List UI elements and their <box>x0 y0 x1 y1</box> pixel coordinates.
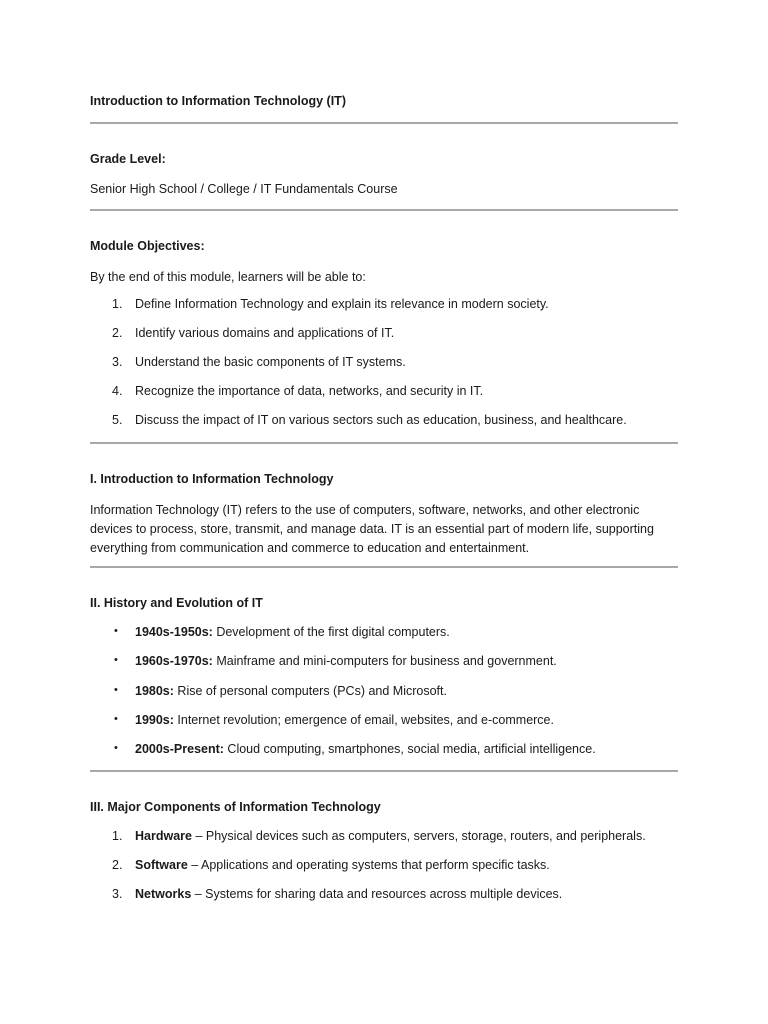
list-number: 3. <box>112 355 123 369</box>
component-name: Software <box>135 858 188 872</box>
section-2-heading: II. History and Evolution of IT <box>90 596 263 610</box>
history-text: Internet revolution; emergence of email, websites, and e-commerce. <box>173 713 554 727</box>
divider <box>90 122 678 124</box>
document-title: Introduction to Information Technology (IT) <box>90 94 346 108</box>
bullet-icon: • <box>114 625 118 637</box>
history-period: 1990s: <box>135 713 174 727</box>
component-name: Hardware <box>135 829 192 843</box>
list-number: 5. <box>112 413 123 427</box>
list-number: 2. <box>112 858 123 872</box>
grade-level-text: Senior High School / College / IT Fundamentals Course <box>90 182 398 196</box>
component-name: Networks <box>135 887 192 901</box>
history-text: Cloud computing, smartphones, social media, artificial intelligence. <box>223 742 596 756</box>
bullet-icon: • <box>114 713 118 725</box>
history-text: Rise of personal computers (PCs) and Microsoft. <box>173 684 447 698</box>
objectives-intro: By the end of this module, learners will be able to: <box>90 270 366 284</box>
objective-text: Identify various domains and applications of IT. <box>135 326 395 340</box>
divider <box>90 442 678 444</box>
objective-text: Discuss the impact of IT on various sectors such as education, business, and healthcare. <box>135 413 627 427</box>
component-text: – Physical devices such as computers, servers, storage, routers, and peripherals. <box>191 829 646 843</box>
component-text: – Systems for sharing data and resources across multiple devices. <box>191 887 563 901</box>
history-period: 1940s-1950s: <box>135 625 213 639</box>
list-number: 1. <box>112 297 123 311</box>
section-1-line: Information Technology (IT) refers to the use of computers, software, networks, and other electronic <box>90 503 640 517</box>
objective-text: Define Information Technology and explain its relevance in modern society. <box>135 297 549 311</box>
objective-text: Understand the basic components of IT systems. <box>135 355 406 369</box>
history-text: Development of the first digital computers. <box>212 625 450 639</box>
bullet-icon: • <box>114 684 118 696</box>
section-1-line: devices to process, store, transmit, and manage data. IT is an essential part of modern life, supporting <box>90 522 654 536</box>
history-text: Mainframe and mini-computers for business and government. <box>212 654 557 668</box>
component-text: – Applications and operating systems that perform specific tasks. <box>187 858 550 872</box>
objectives-heading: Module Objectives: <box>90 239 205 253</box>
section-1-line: everything from communication and commerce to education and entertainment. <box>90 541 530 555</box>
divider <box>90 770 678 772</box>
bullet-icon: • <box>114 742 118 754</box>
divider <box>90 209 678 211</box>
section-1-heading: I. Introduction to Information Technology <box>90 472 334 486</box>
history-period: 1980s: <box>135 684 174 698</box>
objective-text: Recognize the importance of data, networks, and security in IT. <box>135 384 484 398</box>
section-3-heading: III. Major Components of Information Technology <box>90 800 381 814</box>
list-number: 4. <box>112 384 123 398</box>
history-period: 1960s-1970s: <box>135 654 213 668</box>
bullet-icon: • <box>114 654 118 666</box>
list-number: 2. <box>112 326 123 340</box>
list-number: 3. <box>112 887 123 901</box>
grade-level-heading: Grade Level: <box>90 152 166 166</box>
divider <box>90 566 678 568</box>
history-period: 2000s-Present: <box>135 742 224 756</box>
list-number: 1. <box>112 829 123 843</box>
